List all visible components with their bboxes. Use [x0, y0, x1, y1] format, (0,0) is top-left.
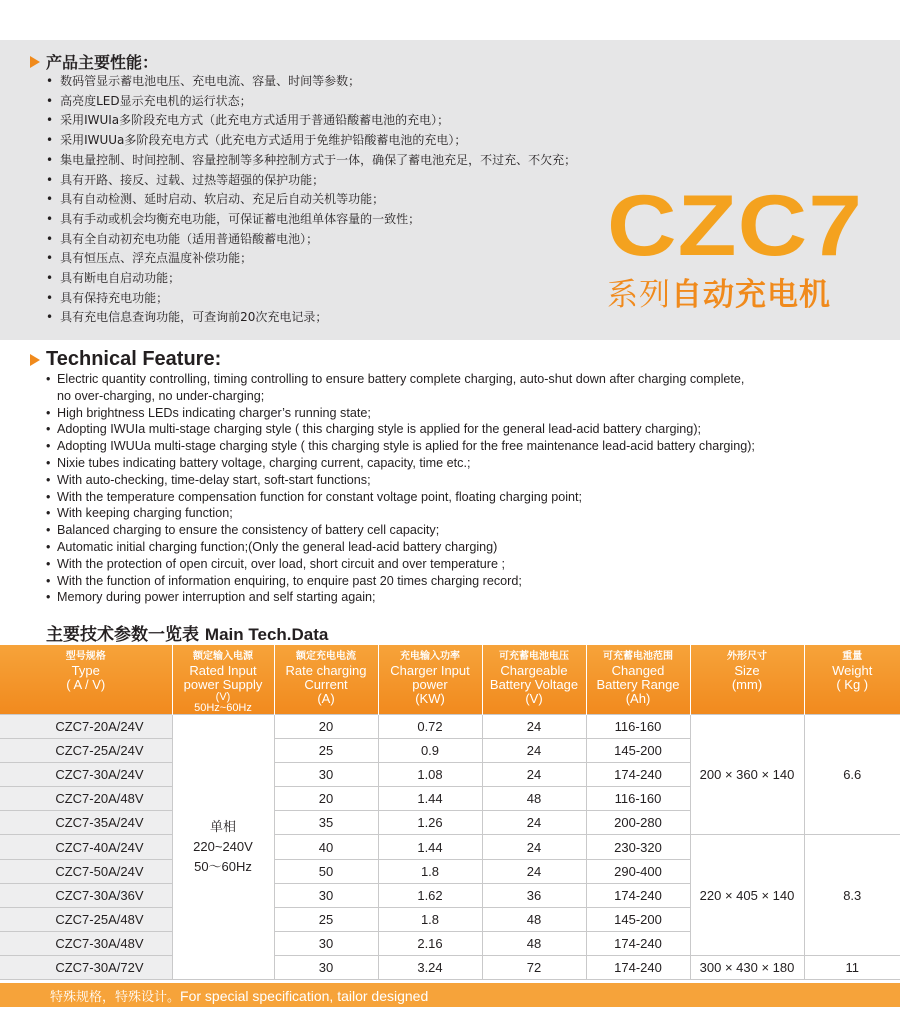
cell-size: 200 × 360 × 140 [690, 715, 804, 835]
cell-model: CZC7-20A/48V [0, 787, 172, 811]
table-row [0, 955, 900, 979]
list-item: • Automatic initial charging function;(Only the general lead-acid battery charging) [46, 539, 498, 554]
triangle-bullet-icon [30, 56, 40, 68]
list-item: • Adopting IWUUa multi-stage charging style ( this charging style is aplied for the free maintenance lead-acid battery charging); [46, 439, 755, 454]
footer-band [0, 983, 900, 1007]
cell-range: 200-280 [586, 811, 690, 835]
col-header-voltage: 可充蓄电池电压 Chargeable Battery Voltage (V) [482, 645, 586, 715]
cell-range: 174-240 [586, 763, 690, 787]
col-header-current: 额定充电电流 Rate charging Current (A) [274, 645, 378, 715]
cell-model: CZC7-20A/24V [0, 715, 172, 739]
cell-power: 1.62 [378, 883, 482, 907]
cell-weight: 8.3 [804, 835, 900, 955]
list-item: • With the temperature compensation function for constant voltage point, floating charging point; [46, 489, 583, 504]
cell-model: CZC7-25A/48V [0, 907, 172, 931]
list-item: • Balanced charging to ensure the consistency of battery cell capacity; [46, 523, 440, 538]
list-item: • Memory during power interruption and self starting again; [46, 590, 376, 605]
list-item: • With the protection of open circuit, over load, short circuit and over temperature ; [46, 556, 505, 571]
table-row [0, 835, 900, 859]
cell-power: 1.26 [378, 811, 482, 835]
cell-power: 1.8 [378, 907, 482, 931]
list-item: • With keeping charging function; [46, 506, 233, 521]
table-row [0, 715, 900, 739]
list-item: • 具有全自动初充电功能（适用普通铅酸蓄电池）； [46, 230, 576, 250]
list-item: • With auto-checking, time-delay start, soft-start functions; [46, 472, 371, 487]
list-item: • 具有开路、接反、过载、过热等超强的保护功能； [46, 171, 576, 191]
cell-voltage: 48 [482, 931, 586, 955]
cell-current: 30 [274, 955, 378, 979]
col-header-range: 可充蓄电池范围 Changed Battery Range (Ah) [586, 645, 690, 715]
cell-power: 0.9 [378, 739, 482, 763]
en-section-title: Technical Feature: [46, 348, 222, 370]
cell-voltage: 72 [482, 955, 586, 979]
list-item: • 数码管显示蓄电池电压、充电电流、容量、时间等参数； [46, 72, 576, 92]
cell-power: 1.44 [378, 787, 482, 811]
list-item: • 具有手动或机会均衡充电功能，可保证蓄电池组单体容量的一致性； [46, 210, 576, 230]
cell-range: 230-320 [586, 835, 690, 859]
cell-voltage: 36 [482, 883, 586, 907]
col-header-size: 外形尺寸 Size (mm) [690, 645, 804, 715]
cell-weight: 11 [804, 955, 900, 979]
cell-voltage: 24 [482, 811, 586, 835]
list-item: • 具有断电自启动功能； [46, 269, 576, 289]
triangle-bullet-icon [30, 354, 40, 366]
brand-subtitle-product: 自动充电机 [671, 277, 831, 313]
cell-current: 20 [274, 715, 378, 739]
col-header-input-supply: 额定输入电源 Rated Input power Supply (V) 50Hz~60Hz [172, 645, 274, 715]
cell-current: 50 [274, 859, 378, 883]
cell-voltage: 24 [482, 835, 586, 859]
list-item: • Electric quantity controlling, timing controlling to ensure battery complete charging, auto-shut down after charging complete, [46, 372, 745, 386]
cell-range: 145-200 [586, 739, 690, 763]
tech-data-table [0, 645, 900, 980]
table-title: 主要技术参数一览表 Main Tech.Data [46, 625, 329, 645]
cell-voltage: 24 [482, 715, 586, 739]
cell-range: 145-200 [586, 907, 690, 931]
cell-range: 174-240 [586, 883, 690, 907]
cell-current: 30 [274, 763, 378, 787]
list-item: • 高亮度LED显示充电机的运行状态； [46, 92, 576, 112]
cell-range: 174-240 [586, 955, 690, 979]
col-header-type: 型号规格 Type ( A / V) [0, 645, 172, 715]
list-item: • Nixie tubes indicating battery voltage, charging current, capacity, time etc.; [46, 455, 471, 470]
cell-current: 25 [274, 739, 378, 763]
cell-weight: 6.6 [804, 715, 900, 835]
brand-model: CZC7 [607, 178, 864, 274]
cell-voltage: 24 [482, 859, 586, 883]
cell-model: CZC7-30A/36V [0, 883, 172, 907]
cell-size: 220 × 405 × 140 [690, 835, 804, 955]
cell-current: 20 [274, 787, 378, 811]
cell-current: 25 [274, 907, 378, 931]
list-item: • 集电量控制、时间控制、容量控制等多种控制方式于一体，确保了蓄电池充足，不过充、不欠充； [46, 151, 576, 171]
cn-section-title: 产品主要性能： [46, 53, 159, 72]
brand-subtitle-series: 系列 [607, 277, 671, 313]
cell-voltage: 48 [482, 787, 586, 811]
cell-range: 116-160 [586, 715, 690, 739]
cell-power: 1.44 [378, 835, 482, 859]
list-item: • 采用IWUUa多阶段充电方式（此充电方式适用于免维护铅酸蓄电池的充电）； [46, 131, 576, 151]
product-brand [607, 178, 864, 314]
list-item: • With the function of information enquiring, to enquire past 20 times charging record; [46, 573, 522, 588]
cell-range: 116-160 [586, 787, 690, 811]
en-feature-list [46, 371, 755, 606]
cell-voltage: 24 [482, 739, 586, 763]
cn-section-heading [30, 50, 158, 73]
list-item: • 采用IWUIa多阶段充电方式（此充电方式适用于普通铅酸蓄电池的充电）； [46, 111, 576, 131]
cell-voltage: 48 [482, 907, 586, 931]
cell-input-supply: 单相 220~240V 50～60Hz [172, 715, 274, 980]
col-header-weight: 重量 Weight ( Kg ) [804, 645, 900, 715]
cell-power: 0.72 [378, 715, 482, 739]
cell-current: 30 [274, 931, 378, 955]
cell-power: 2.16 [378, 931, 482, 955]
list-item: • Adopting IWUIa multi-stage charging style ( this charging style is applied for the general lead-acid battery charging); [46, 422, 702, 437]
list-item: • 具有恒压点、浮充点温度补偿功能； [46, 249, 576, 269]
cell-model: CZC7-30A/24V [0, 763, 172, 787]
cn-feature-list [46, 72, 576, 328]
footer-note: 特殊规格，特殊设计。For special specification, tailor designed [50, 988, 429, 1005]
cell-model: CZC7-30A/48V [0, 931, 172, 955]
cell-current: 30 [274, 883, 378, 907]
col-header-power: 充电输入功率 Charger Input power (KW) [378, 645, 482, 715]
cell-power: 1.08 [378, 763, 482, 787]
en-section-heading [30, 348, 221, 371]
cell-model: CZC7-40A/24V [0, 835, 172, 859]
cell-model: CZC7-30A/72V [0, 955, 172, 979]
table-header-row [0, 645, 900, 715]
list-item: • High brightness LEDs indicating charger’s running state; [46, 405, 371, 420]
cell-range: 174-240 [586, 931, 690, 955]
cell-model: CZC7-35A/24V [0, 811, 172, 835]
cell-range: 290-400 [586, 859, 690, 883]
cell-size: 300 × 430 × 180 [690, 955, 804, 979]
brand-subtitle [607, 269, 836, 314]
tech-data-table-wrap [0, 645, 900, 980]
cell-current: 40 [274, 835, 378, 859]
list-item: • 具有保持充电功能； [46, 289, 576, 309]
cell-power: 1.8 [378, 859, 482, 883]
cell-voltage: 24 [482, 763, 586, 787]
cell-current: 35 [274, 811, 378, 835]
cell-power: 3.24 [378, 955, 482, 979]
list-item: • 具有充电信息查询功能，可查询前20次充电记录； [46, 308, 576, 328]
list-item: • 具有自动检测、延时启动、软启动、充足后自动关机等功能； [46, 190, 576, 210]
cell-model: CZC7-25A/24V [0, 739, 172, 763]
list-item-continuation: no over-charging, no under-charging; [57, 388, 265, 403]
cell-model: CZC7-50A/24V [0, 859, 172, 883]
